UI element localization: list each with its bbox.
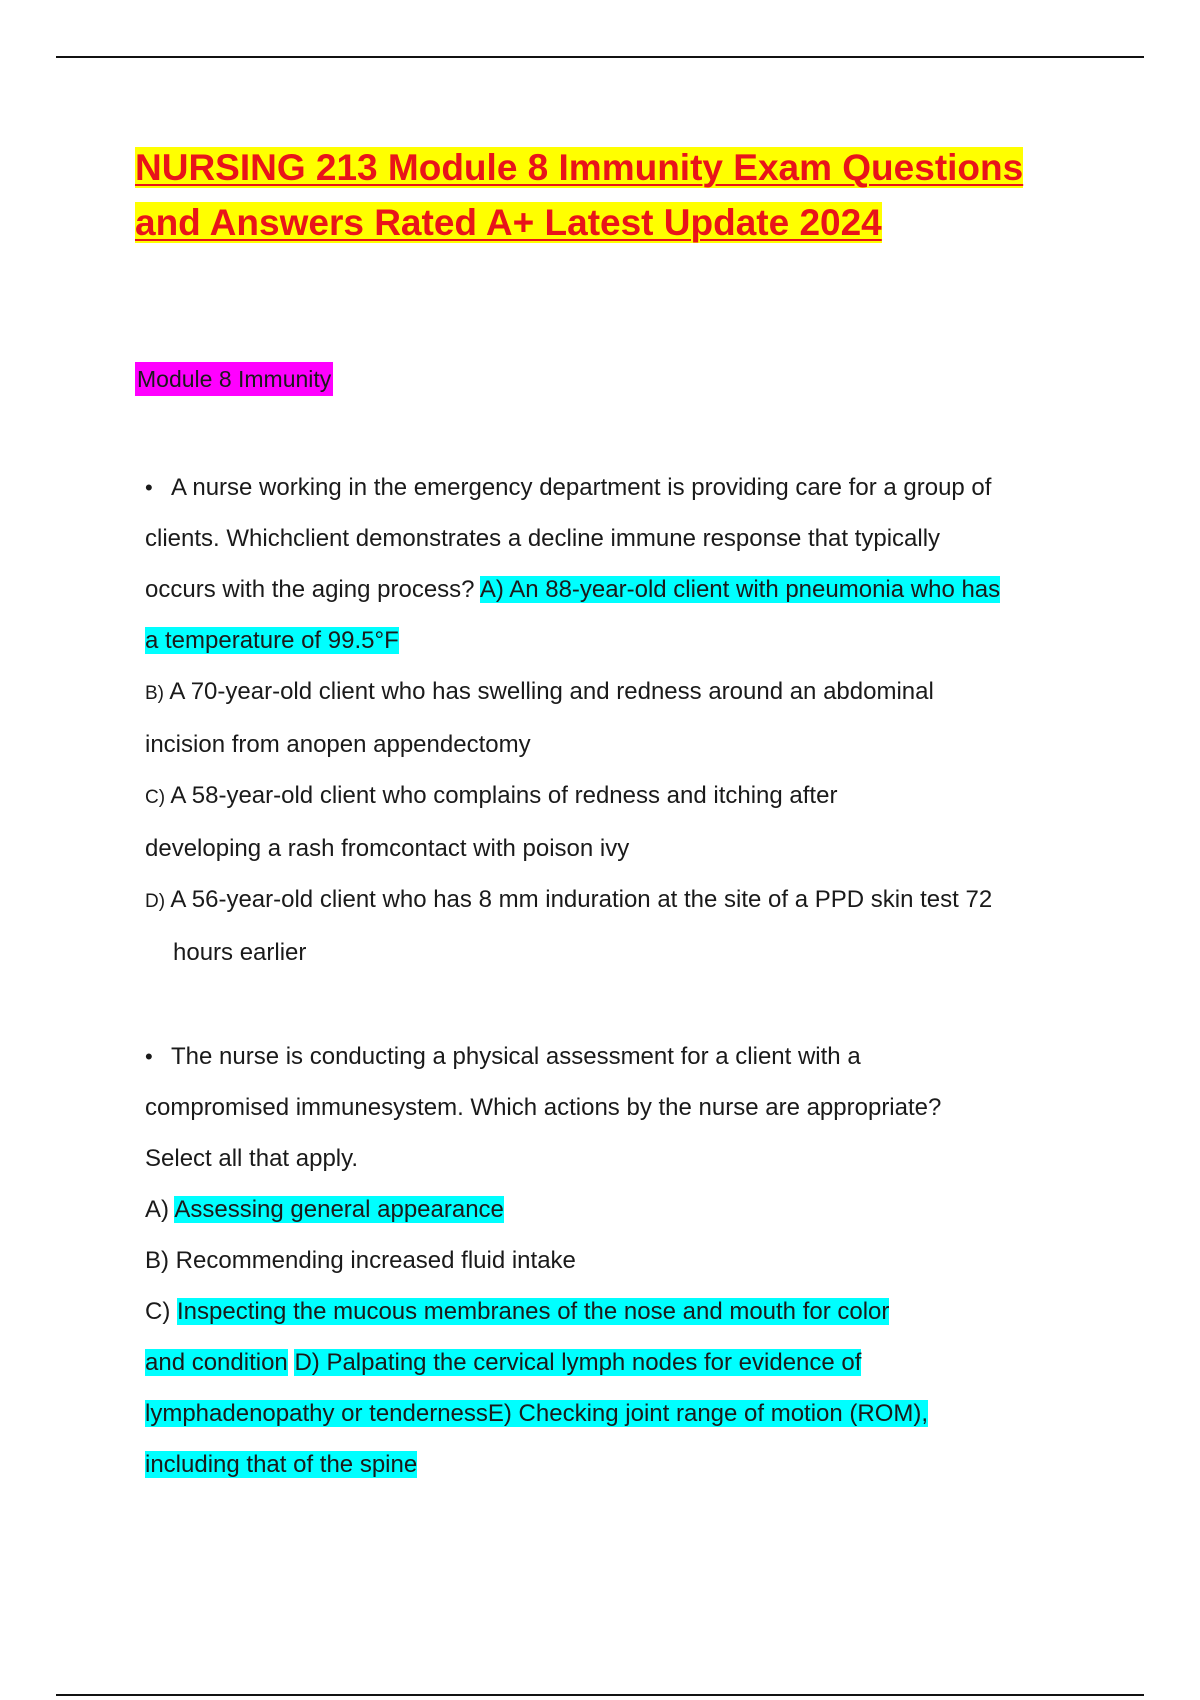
option-b-prefix: B)	[145, 683, 164, 704]
question-2-option-c	[145, 1286, 1085, 1337]
option-c-answer-continued: and condition	[145, 1349, 288, 1376]
top-rule	[56, 56, 1144, 58]
module-label: Module 8 Immunity	[135, 362, 333, 396]
question-1-stem-line-3	[145, 564, 1085, 615]
question-2-option-a	[145, 1184, 1085, 1235]
question-1-stem-end: occurs with the aging process?	[145, 576, 475, 603]
question-2	[145, 1031, 1085, 1490]
question-1-stem-line-1	[145, 462, 1085, 513]
option-a-answer: Assessing general appearance	[174, 1196, 504, 1223]
question-1-stem-text: A nurse working in the emergency department is providing care for a group of	[171, 474, 992, 501]
question-2-stem-line-3: Select all that apply.	[145, 1145, 359, 1172]
option-d-text: A 56-year-old client who has 8 mm induration at the site of a PPD skin test 72	[170, 886, 993, 913]
option-c-prefix: C)	[145, 787, 166, 808]
question-2-option-c-d-line	[145, 1337, 1085, 1388]
question-1-option-c	[145, 770, 1085, 823]
question-2-option-d-e-line	[145, 1388, 1085, 1439]
question-1	[145, 462, 1085, 978]
question-1-option-b-line-2: incision from anopen appendectomy	[145, 731, 531, 758]
question-1-option-d	[145, 874, 1085, 927]
option-c-prefix: C)	[145, 1298, 171, 1325]
question-1-option-d-line-2: hours earlier	[173, 939, 307, 966]
question-2-stem-line-2: compromised immunesystem. Which actions by the nurse are appropriate?	[145, 1094, 942, 1121]
title-line-1: NURSING 213 Module 8 Immunity Exam Questions	[135, 147, 1024, 188]
option-d-answer: D) Palpating the cervical lymph nodes for evidence of	[294, 1349, 862, 1376]
option-a-prefix: A)	[145, 1196, 169, 1223]
question-1-answer-a-continued: a temperature of 99.5°F	[145, 627, 399, 654]
question-1-answer-a: A) An 88-year-old client with pneumonia who has	[479, 576, 1001, 603]
question-2-stem-line-1	[145, 1031, 1085, 1082]
question-2-option-e-line-2	[145, 1439, 1085, 1490]
option-d-prefix: D)	[145, 891, 166, 912]
question-1-stem-line-2: clients. Whichclient demonstrates a decline immune response that typically	[145, 525, 941, 552]
question-2-stem-text: The nurse is conducting a physical assessment for a client with a	[171, 1043, 861, 1070]
document-title	[135, 140, 1095, 250]
question-1-option-c-line-2: developing a rash fromcontact with poison ivy	[145, 835, 630, 862]
option-c-answer: Inspecting the mucous membranes of the nose and mouth for color	[177, 1298, 890, 1325]
bottom-rule	[56, 1694, 1144, 1696]
question-2-option-b: B) Recommending increased fluid intake	[145, 1247, 576, 1274]
option-e-answer-continued: including that of the spine	[145, 1451, 418, 1478]
option-c-text: A 58-year-old client who complains of redness and itching after	[170, 782, 838, 809]
option-b-text: A 70-year-old client who has swelling and redness around an abdominal	[169, 678, 934, 705]
option-d-e-answer: lymphadenopathy or tendernessE) Checking joint range of motion (ROM),	[145, 1400, 929, 1427]
bullet-icon: •	[145, 1044, 153, 1069]
question-1-answer-a-line-2	[145, 615, 1085, 666]
question-1-option-b	[145, 666, 1085, 719]
bullet-icon: •	[145, 475, 153, 500]
title-line-2: and Answers Rated A+ Latest Update 2024	[135, 202, 882, 243]
